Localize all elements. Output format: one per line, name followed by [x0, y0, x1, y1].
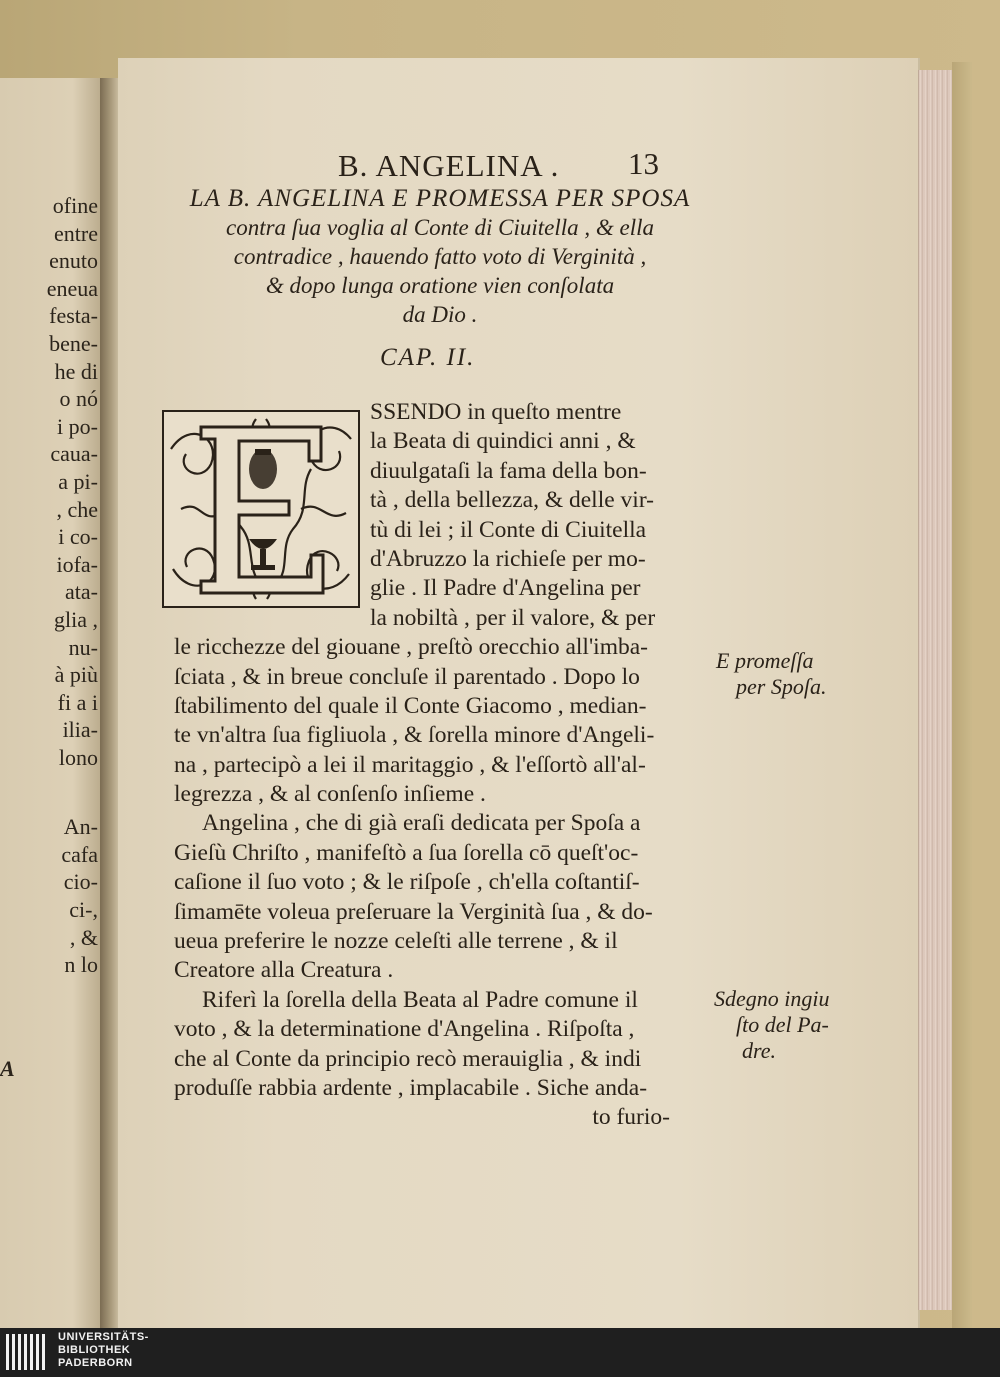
text-line: legrezza , & al conſenſo inſieme .	[174, 781, 486, 808]
text-line: SSENDO in queſto mentre	[370, 399, 622, 425]
margin-note-line: per Spoſa.	[736, 674, 827, 699]
left-page-text-fragment: he di	[54, 358, 98, 384]
left-page-text-fragment: An-	[63, 814, 98, 840]
left-page-text-fragment: nu-	[68, 634, 98, 660]
signature-mark: A	[0, 1056, 15, 1081]
page-edges	[918, 70, 953, 1310]
chapter-title-line: & dopo lunga oratione vien conſolata	[265, 273, 615, 298]
library-footer	[0, 1328, 1000, 1377]
chapter-title-line: da Dio .	[402, 302, 478, 327]
left-page-text-fragment: caua-	[50, 441, 98, 467]
chapter-title	[150, 184, 730, 329]
left-page-text-fragment: i po-	[57, 413, 98, 439]
left-page-text-fragment: festa-	[49, 303, 98, 329]
margin-note-line: Sdegno ingiu	[714, 986, 830, 1011]
margin-note-line: E promeſſa	[716, 648, 814, 673]
text-line: la nobiltà , per il valore, & per	[370, 604, 656, 631]
text-line: le ricchezze del giouane , preſtò orecchio all'imba-	[174, 634, 648, 661]
margin-note-line: dre.	[742, 1038, 777, 1063]
text-line: Riferì la ſorella della Beata al Padre comune il	[202, 986, 638, 1013]
text-line: la Beata di quindici anni , &	[370, 428, 636, 455]
left-page-text-fragment: eneua	[46, 275, 98, 301]
left-page-text-fragment: enuto	[49, 248, 98, 274]
text-line: tà , della bellezza, & delle vir-	[370, 487, 654, 514]
university-library-logo-icon	[6, 1334, 50, 1370]
text-line: te vn'altra ſua figliuola , & ſorella minore d'Angeli-	[174, 722, 655, 749]
body-text	[174, 398, 714, 1133]
chapter-title-line: contra ſua voglia al Conte di Ciuitella , & ella	[225, 215, 655, 240]
text-line: Angelina , che di già eraſi dedicata per Spoſa a	[202, 810, 641, 837]
text-line: glie . Il Padre d'Angelina per	[370, 575, 641, 602]
chapter-title-line: LA B. ANGELINA E PROMESSA PER SPOSA	[189, 185, 691, 212]
library-name-line: UNIVERSITÄTS-	[58, 1331, 149, 1343]
library-name	[58, 1331, 149, 1370]
text-line: produſſe rabbia ardente , implacabile . Siche anda-	[174, 1074, 648, 1101]
left-page-text-fragment: ci-,	[69, 897, 98, 922]
running-head: B. ANGELINA .	[338, 148, 560, 183]
text-line: Gieſù Chriſto , manifeſtò a ſua ſorella cō queſt'oc-	[174, 839, 639, 866]
left-page-text-fragment: à più	[54, 662, 98, 688]
left-page-text-fragment: cio-	[63, 869, 98, 895]
library-name-line: PADERBORN	[58, 1357, 133, 1369]
text-line: voto , & la determinatione d'Angelina . Riſpoſta ,	[174, 1016, 635, 1043]
margin-note-sdegno	[714, 986, 830, 1064]
text-line: ſciata , & in breue concluſe il parentado . Dopo lo	[174, 663, 640, 690]
cover-board-edge	[952, 62, 972, 1328]
text-line: caſione il ſuo voto ; & le riſpoſe , ch'ella coſtantiſ-	[174, 869, 640, 896]
left-page-text-fragment: ilia-	[62, 717, 98, 743]
text-line: na , partecipò a lei il maritaggio , & l'eſſortò all'al-	[174, 751, 646, 778]
left-page-text-fragment: bene-	[49, 331, 98, 356]
left-page-text-fragment: , &	[69, 924, 98, 950]
left-page-text-fragment: cafa	[61, 841, 98, 867]
left-page-text-fragment: glia ,	[54, 607, 98, 632]
left-page-text-fragment: a pi-	[58, 469, 98, 494]
text-line: ueua preferire le nozze celeſti alle terrene , & il	[174, 928, 618, 955]
library-name-line: BIBLIOTHEK	[58, 1344, 131, 1356]
text-line: ſtabilimento del quale il Conte Giacomo , median-	[174, 692, 647, 719]
text-line: d'Abruzzo la richieſe per mo-	[370, 545, 646, 572]
left-page-text-fragment: entre	[54, 220, 98, 246]
left-page-text-fragment: ata-	[65, 579, 98, 605]
margin-note-promessa	[716, 648, 826, 700]
margin-note-line: ſto del Pa-	[736, 1012, 829, 1037]
left-page-text-fragment: i co-	[58, 524, 98, 550]
left-page-text-fragment: n lo	[64, 952, 98, 978]
catchword: to furio-	[592, 1104, 670, 1131]
text-line: Creatore alla Creatura .	[174, 957, 394, 984]
left-page-text-fragment: ofine	[52, 193, 98, 218]
text-line: che al Conte da principio recò merauiglia , & indi	[174, 1045, 642, 1072]
left-page-text-fragment: lono	[58, 745, 98, 770]
left-page-text-fragment: o nó	[59, 386, 98, 412]
text-line: ſimamēte voleua preſeruare la Verginità ſua , & do-	[174, 898, 653, 925]
chapter-number: CAP. II.	[380, 344, 476, 371]
left-page-text-fragment: iofa-	[56, 551, 98, 577]
chapter-title-line: contradice , hauendo fatto voto di Verginità ,	[233, 244, 647, 269]
text-line: diuulgataſi la fama della bon-	[370, 457, 647, 484]
left-page-text-fragment: fi a i	[57, 689, 98, 715]
left-page	[0, 78, 104, 1328]
left-page-text-fragment: , che	[56, 496, 98, 522]
text-line: tù di lei ; il Conte di Ciuitella	[370, 516, 647, 543]
page-number: 13	[628, 146, 659, 181]
